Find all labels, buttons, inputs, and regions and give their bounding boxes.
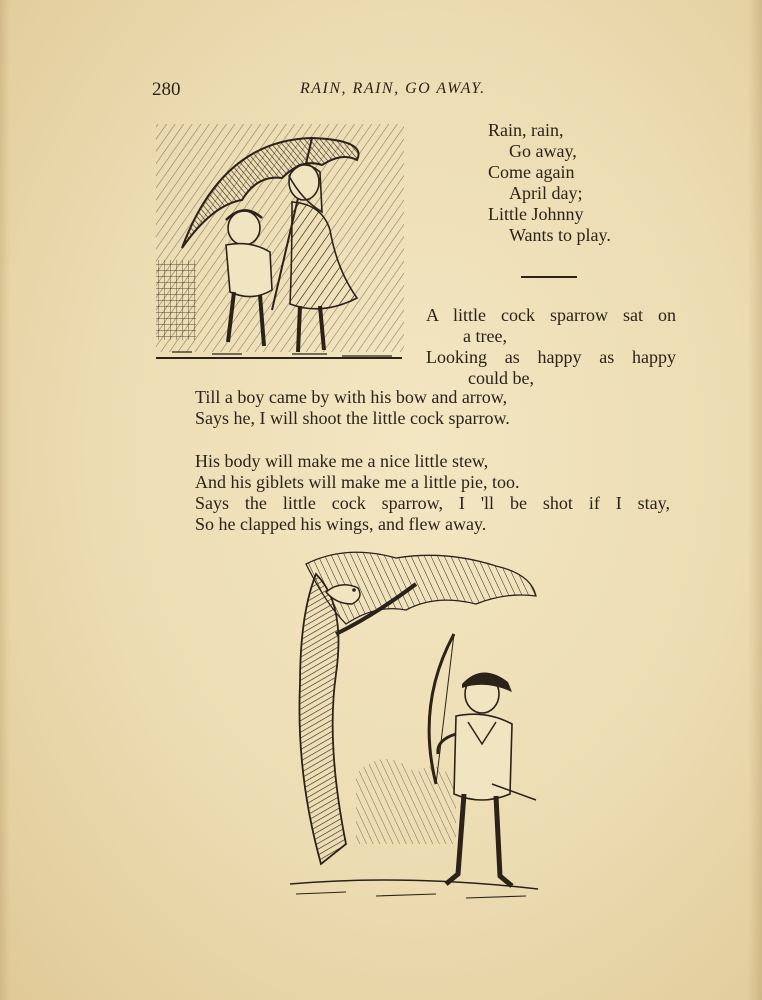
rhyme-sparrow-stanza1-end [195, 387, 670, 429]
illustration-boy-bow-sparrow [286, 544, 542, 909]
verse-line: Wants to play. [509, 225, 611, 245]
page-edge-shadow-right [748, 0, 762, 1000]
verse-line: Go away, [509, 141, 577, 161]
verse-line: Says the little cock sparrow, I 'll be shot if I stay, [195, 493, 670, 513]
verse-line: Come again [488, 162, 575, 182]
verse-line: His body will make me a nice little stew, [195, 451, 489, 471]
section-divider-rule [521, 276, 577, 278]
page-edge-shadow-left [0, 0, 10, 1000]
rhyme-sparrow-opening [426, 305, 676, 389]
verse-line: Little Johnny [488, 204, 584, 224]
verse-line: Rain, rain, [488, 120, 564, 140]
verse-line: And his giblets will make me a little pie, too. [195, 472, 520, 492]
verse-line: Looking as happy as happy [426, 347, 676, 367]
page-number: 280 [152, 79, 181, 100]
rhyme-sparrow-stanza2 [195, 451, 670, 535]
illustration-children-umbrella-rain [152, 120, 408, 375]
verse-line: April day; [509, 183, 583, 203]
verse-line: Says he, I will shoot the little cock sparrow. [195, 408, 510, 428]
running-head: RAIN, RAIN, GO AWAY. [300, 80, 486, 97]
verse-line: A little cock sparrow sat on [426, 305, 676, 325]
verse-line: Till a boy came by with his bow and arrow, [195, 387, 508, 407]
verse-line: a tree, [463, 326, 507, 346]
verse-line: could be, [468, 368, 534, 388]
rhyme-rain-rain [488, 120, 611, 246]
verse-line: So he clapped his wings, and flew away. [195, 514, 487, 534]
